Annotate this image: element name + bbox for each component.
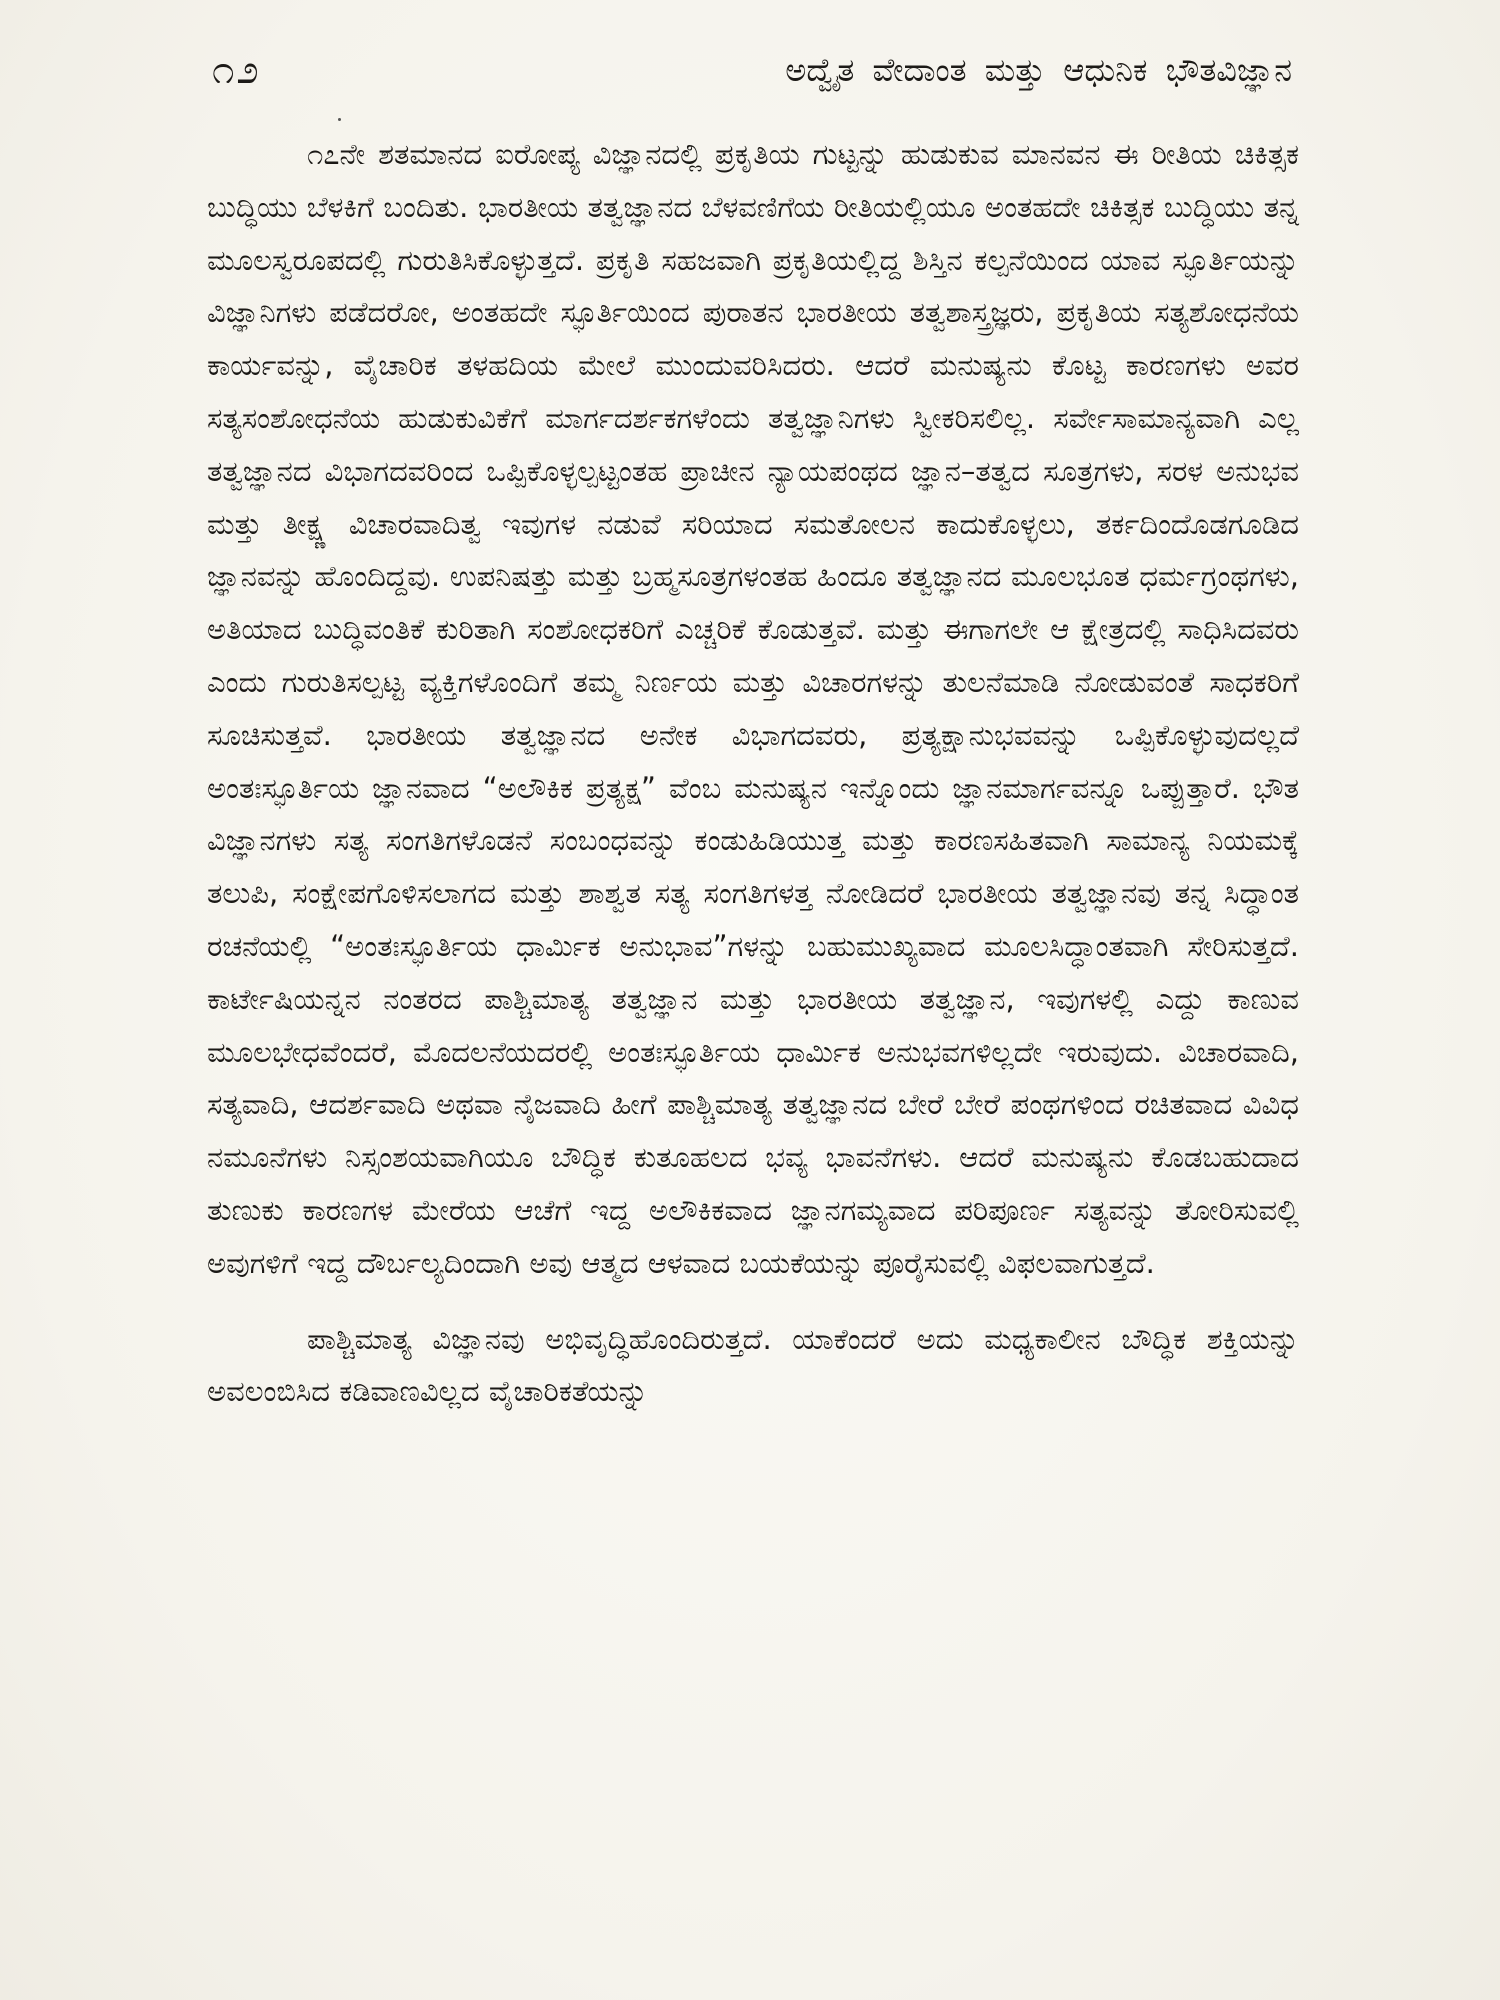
- body-text: [207, 128, 1299, 1418]
- paragraph-2: ಪಾಶ್ಚಿಮಾತ್ಯ ವಿಜ್ಞಾನವು ಅಭಿವೃದ್ಧಿಹೊಂದಿರುತ್ತದೆ. ಯಾಕೆಂದರೆ ಅದು ಮಧ್ಯಕಾಲೀನ ಬೌದ್ಧಿಕ ಶಕ್ತಿಯನ್ನು ಅವಲಂಬಿಸಿದ ಕಡಿವಾಣವಿಲ್ಲದ ವೈಚಾರಿಕತೆಯನ್ನು: [207, 1321, 1299, 1409]
- page-header: [212, 40, 1292, 100]
- paragraph-1: ೧೭ನೇ ಶತಮಾನದ ಐರೋಪ್ಯ ವಿಜ್ಞಾನದಲ್ಲಿ ಪ್ರಕೃತಿಯ ಗುಟ್ಟನ್ನು ಹುಡುಕುವ ಮಾನವನ ಈ ರೀತಿಯ ಚಿಕಿತ್ಸಕ ಬುದ್ಧಿಯು ಬೆಳಕಿಗೆ ಬಂದಿತು. ಭಾರತೀಯ ತತ್ವಜ್ಞಾನದ ಬೆಳವಣಿಗೆಯ ರೀತಿಯಲ್ಲಿಯೂ ಅಂತಹದೇ ಚಿಕಿತ್ಸಕ ಬುದ್ಧಿಯು ತನ್ನ ಮೂಲಸ್ವರೂಪದಲ್ಲಿ ಗುರುತಿಸಿಕೊಳ್ಳುತ್ತದೆ. ಪ್ರಕೃತಿ ಸಹಜವಾಗಿ ಪ್ರಕೃತಿಯಲ್ಲಿದ್ದ ಶಿಸ್ತಿನ ಕಲ್ಪನೆಯಿಂದ ಯಾವ ಸ್ಫೂರ್ತಿಯನ್ನು ವಿಜ್ಞಾನಿಗಳು ಪಡೆದರೋ, ಅಂತಹದೇ ಸ್ಫೂರ್ತಿಯಿಂದ ಪುರಾತನ ಭಾರತೀಯ ತತ್ವಶಾಸ್ತ್ರಜ್ಞರು, ಪ್ರಕೃತಿಯ ಸತ್ಯಶೋಧನೆಯ ಕಾರ್ಯವನ್ನು, ವೈಚಾರಿಕ ತಳಹದಿಯ ಮೇಲೆ ಮುಂದುವರಿಸಿದರು. ಆದರೆ ಮನುಷ್ಯನು ಕೊಟ್ಟ ಕಾರಣಗಳು ಅವರ ಸತ್ಯಸಂಶೋಧನೆಯ ಹುಡುಕುವಿಕೆಗೆ ಮಾರ್ಗದರ್ಶಕಗಳೆಂದು ತತ್ವಜ್ಞಾನಿಗಳು ಸ್ವೀಕರಿಸಲಿಲ್ಲ. ಸರ್ವೇಸಾಮಾನ್ಯವಾಗಿ ಎಲ್ಲ ತತ್ವಜ್ಞಾನದ ವಿಭಾಗದವರಿಂದ ಒಪ್ಪಿಕೊಳ್ಳಲ್ಪಟ್ಟಂತಹ ಪ್ರಾಚೀನ ನ್ಯಾಯಪಂಥದ ಜ್ಞಾನ–ತತ್ವದ ಸೂತ್ರಗಳು, ಸರಳ ಅನುಭವ ಮತ್ತು ತೀಕ್ಷ್ಣ ವಿಚಾರವಾದಿತ್ವ ಇವುಗಳ ನಡುವೆ ಸರಿಯಾದ ಸಮತೋಲನ ಕಾದುಕೊಳ್ಳಲು, ತರ್ಕದಿಂದೊಡಗೂಡಿದ ಜ್ಞಾನವನ್ನು ಹೊಂದಿದ್ದವು. ಉಪನಿಷತ್ತು ಮತ್ತು ಬ್ರಹ್ಮಸೂತ್ರಗಳಂತಹ ಹಿಂದೂ ತತ್ವಜ್ಞಾನದ ಮೂಲಭೂತ ಧರ್ಮಗ್ರಂಥಗಳು, ಅತಿಯಾದ ಬುದ್ಧಿವಂತಿಕೆ ಕುರಿತಾಗಿ ಸಂಶೋಧಕರಿಗೆ ಎಚ್ಚರಿಕೆ ಕೊಡುತ್ತವೆ. ಮತ್ತು ಈಗಾಗಲೇ ಆ ಕ್ಷೇತ್ರದಲ್ಲಿ ಸಾಧಿಸಿದವರು ಎಂದು ಗುರುತಿಸಲ್ಪಟ್ಟ ವ್ಯಕ್ತಿಗಳೊಂದಿಗೆ ತಮ್ಮ ನಿರ್ಣಯ ಮತ್ತು ವಿಚಾರಗಳನ್ನು ತುಲನೆಮಾಡಿ ನೋಡುವಂತೆ ಸಾಧಕರಿಗೆ ಸೂಚಿಸುತ್ತವೆ. ಭಾರತೀಯ ತತ್ವಜ್ಞಾನದ ಅನೇಕ ವಿಭಾಗದವರು, ಪ್ರತ್ಯಕ್ಷಾನುಭವವನ್ನು ಒಪ್ಪಿಕೊಳ್ಳುವುದಲ್ಲದೆ ಅಂತಃಸ್ಫೂರ್ತಿಯ ಜ್ಞಾನವಾದ “ಅಲೌಕಿಕ ಪ್ರತ್ಯಕ್ಷ” ವೆಂಬ ಮನುಷ್ಯನ ಇನ್ನೊಂದು ಜ್ಞಾನಮಾರ್ಗವನ್ನೂ ಒಪ್ಪುತ್ತಾರೆ. ಭೌತ ವಿಜ್ಞಾನಗಳು ಸತ್ಯ ಸಂಗತಿಗಳೊಡನೆ ಸಂಬಂಧವನ್ನು ಕಂಡುಹಿಡಿಯುತ್ತ ಮತ್ತು ಕಾರಣಸಹಿತವಾಗಿ ಸಾಮಾನ್ಯ ನಿಯಮಕ್ಕೆ ತಲುಪಿ, ಸಂಕ್ಷೇಪಗೊಳಿಸಲಾಗದ ಮತ್ತು ಶಾಶ್ವತ ಸತ್ಯ ಸಂಗತಿಗಳತ್ತ ನೋಡಿದರೆ ಭಾರತೀಯ ತತ್ವಜ್ಞಾನವು ತನ್ನ ಸಿದ್ಧಾಂತ ರಚನೆಯಲ್ಲಿ “ಅಂತಃಸ್ಫೂರ್ತಿಯ ಧಾರ್ಮಿಕ ಅನುಭಾವ”ಗಳನ್ನು ಬಹುಮುಖ್ಯವಾದ ಮೂಲಸಿದ್ಧಾಂತವಾಗಿ ಸೇರಿಸುತ್ತದೆ. ಕಾರ್ಟೇಷಿಯನ್ನನ ನಂತರದ ಪಾಶ್ಚಿಮಾತ್ಯ ತತ್ವಜ್ಞಾನ ಮತ್ತು ಭಾರತೀಯ ತತ್ವಜ್ಞಾನ, ಇವುಗಳಲ್ಲಿ ಎದ್ದು ಕಾಣುವ ಮೂಲಭೇಧವೆಂದರೆ, ಮೊದಲನೆಯದರಲ್ಲಿ ಅಂತಃಸ್ಫೂರ್ತಿಯ ಧಾರ್ಮಿಕ ಅನುಭವಗಳಿಲ್ಲದೇ ಇರುವುದು. ವಿಚಾರವಾದಿ, ಸತ್ಯವಾದಿ, ಆದರ್ಶವಾದಿ ಅಥವಾ ನೈಜವಾದಿ ಹೀಗೆ ಪಾಶ್ಚಿಮಾತ್ಯ ತತ್ವಜ್ಞಾನದ ಬೇರೆ ಬೇರೆ ಪಂಥಗಳಿಂದ ರಚಿತವಾದ ವಿವಿಧ ನಮೂನೆಗಳು ನಿಸ್ಸಂಶಯವಾಗಿಯೂ ಬೌದ್ಧಿಕ ಕುತೂಹಲದ ಭವ್ಯ ಭಾವನೆಗಳು. ಆದರೆ ಮನುಷ್ಯನು ಕೊಡಬಹುದಾದ ತುಣುಕು ಕಾರಣಗಳ ಮೇರೆಯ ಆಚೆಗೆ ಇದ್ದ ಅಲೌಕಿಕವಾದ ಜ್ಞಾನಗಮ್ಯವಾದ ಪರಿಪೂರ್ಣ ಸತ್ಯವನ್ನು ತೋರಿಸುವಲ್ಲಿ ಅವುಗಳಿಗೆ ಇದ್ದ ದೌರ್ಬಲ್ಯದಿಂದಾಗಿ ಅವು ಆತ್ಮದ ಆಳವಾದ ಬಯಕೆಯನ್ನು ಪೂರೈಸುವಲ್ಲಿ ವಿಫಲವಾಗುತ್ತದೆ.: [207, 137, 1299, 1280]
- running-title: ಅದ್ವೈತ ವೇದಾಂತ ಮತ್ತು ಆಧುನಿಕ ಭೌತವಿಜ್ಞಾನ: [785, 51, 1292, 89]
- page-number: ೧೨: [212, 47, 261, 93]
- print-speck: [338, 118, 341, 121]
